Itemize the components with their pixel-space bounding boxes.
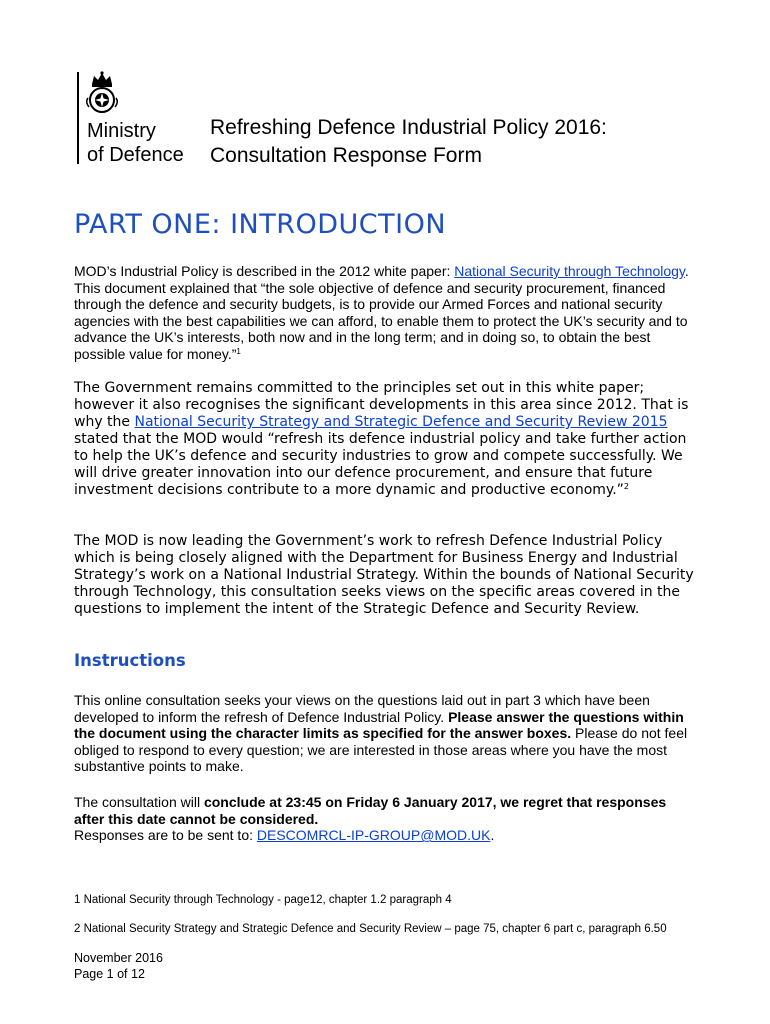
intro-p1-text: . This document explained that “the sole objective of defence and security procurement, financed through the defence and security budgets, is to provide our Armed Forces and national security agencies with the best capabilities we can afford, to enable them to protect the UK’s security and to advance the UK’s interests, both now and in the long term; and in doing so, to obtain the best possible value for money.”: [74, 263, 689, 362]
footnote-1: 1 National Security through Technology - page12, chapter 1.2 paragraph 4: [74, 894, 452, 906]
white-paper-link[interactable]: National Security through Technology: [454, 263, 685, 279]
title-line-1: Refreshing Defence Industrial Policy 2016:: [210, 116, 607, 139]
intro-p2-text: stated that the MOD would “refresh its defence industrial policy and take further action to help the UK’s defence and security industries to grow and compete successfully. We will drive greater innovation into our defence procurement, and ensure that future investment decisions contribute to a more dynamic and productive economy.”: [74, 431, 687, 498]
sdsr-link[interactable]: National Security Strategy and Strategic Defence and Security Review 2015: [134, 414, 668, 430]
deadline-emphasis: conclude at 23:45 on Friday 6 January 2017, we regret that responses after this date cannot be considered.: [74, 794, 667, 827]
intro-p1-lead: MOD’s Industrial Policy is described in the 2012 white paper:: [74, 263, 455, 279]
instructions-paragraph-1: [74, 692, 694, 775]
organisation-line-1: Ministry: [87, 120, 156, 142]
instructions-p1-lead: This online consultation seeks your views on the questions laid out in part 3 which have been developed to inform the refresh of Defence Industrial Policy.: [74, 692, 650, 725]
organisation-name: [87, 119, 184, 167]
deadline-paragraph: [74, 794, 694, 844]
footer-date: November 2016: [74, 951, 163, 965]
intro-paragraph-1: [74, 263, 694, 363]
document-title: [210, 114, 607, 170]
instructions-heading: Instructions: [74, 651, 186, 670]
logo-divider: [77, 72, 79, 164]
responses-lead: Responses are to be sent to:: [74, 827, 257, 844]
footnote-2: 2 National Security Strategy and Strategic Defence and Security Review – page 75, chapter 6 part c, paragraph 6.50: [74, 923, 667, 935]
intro-paragraph-2: [74, 380, 694, 499]
instructions-p1-emphasis: Please answer the questions within the document using the character limits as specified for the answer boxes.: [74, 708, 684, 742]
responses-end: .: [490, 827, 495, 844]
title-line-2: Consultation Response Form: [210, 144, 482, 167]
page-number: Page 1 of 12: [74, 967, 145, 981]
royal-crest-icon: [84, 70, 120, 116]
intro-p2-lead: The Government remains committed to the principles set out in this white paper; however it also recognises the significant developments in this area since 2012. That is why the: [74, 380, 689, 430]
organisation-line-2: of Defence: [87, 144, 184, 166]
contact-email-link[interactable]: DESCOMRCL-IP-GROUP@MOD.UK: [256, 827, 491, 844]
footnote-ref-2: 2: [623, 482, 630, 491]
deadline-lead: The consultation will: [74, 794, 204, 810]
footnote-ref-1: 1: [236, 346, 241, 356]
instructions-p1-text: Please do not feel obliged to respond to every question; we are interested in those areas where you have the most substantive points to make.: [74, 725, 688, 775]
section-heading: PART ONE: INTRODUCTION: [74, 209, 447, 240]
intro-paragraph-3: The MOD is now leading the Government’s work to refresh Defence Industrial Policy which is being closely aligned with the Department for Business Energy and Industrial Strategy’s work on a National Industrial Strategy. Within the bounds of National Security through Technology, this consultation seeks views on the specific areas covered in the questions to implement the intent of the Strategic Defence and Security Review.: [74, 533, 694, 617]
